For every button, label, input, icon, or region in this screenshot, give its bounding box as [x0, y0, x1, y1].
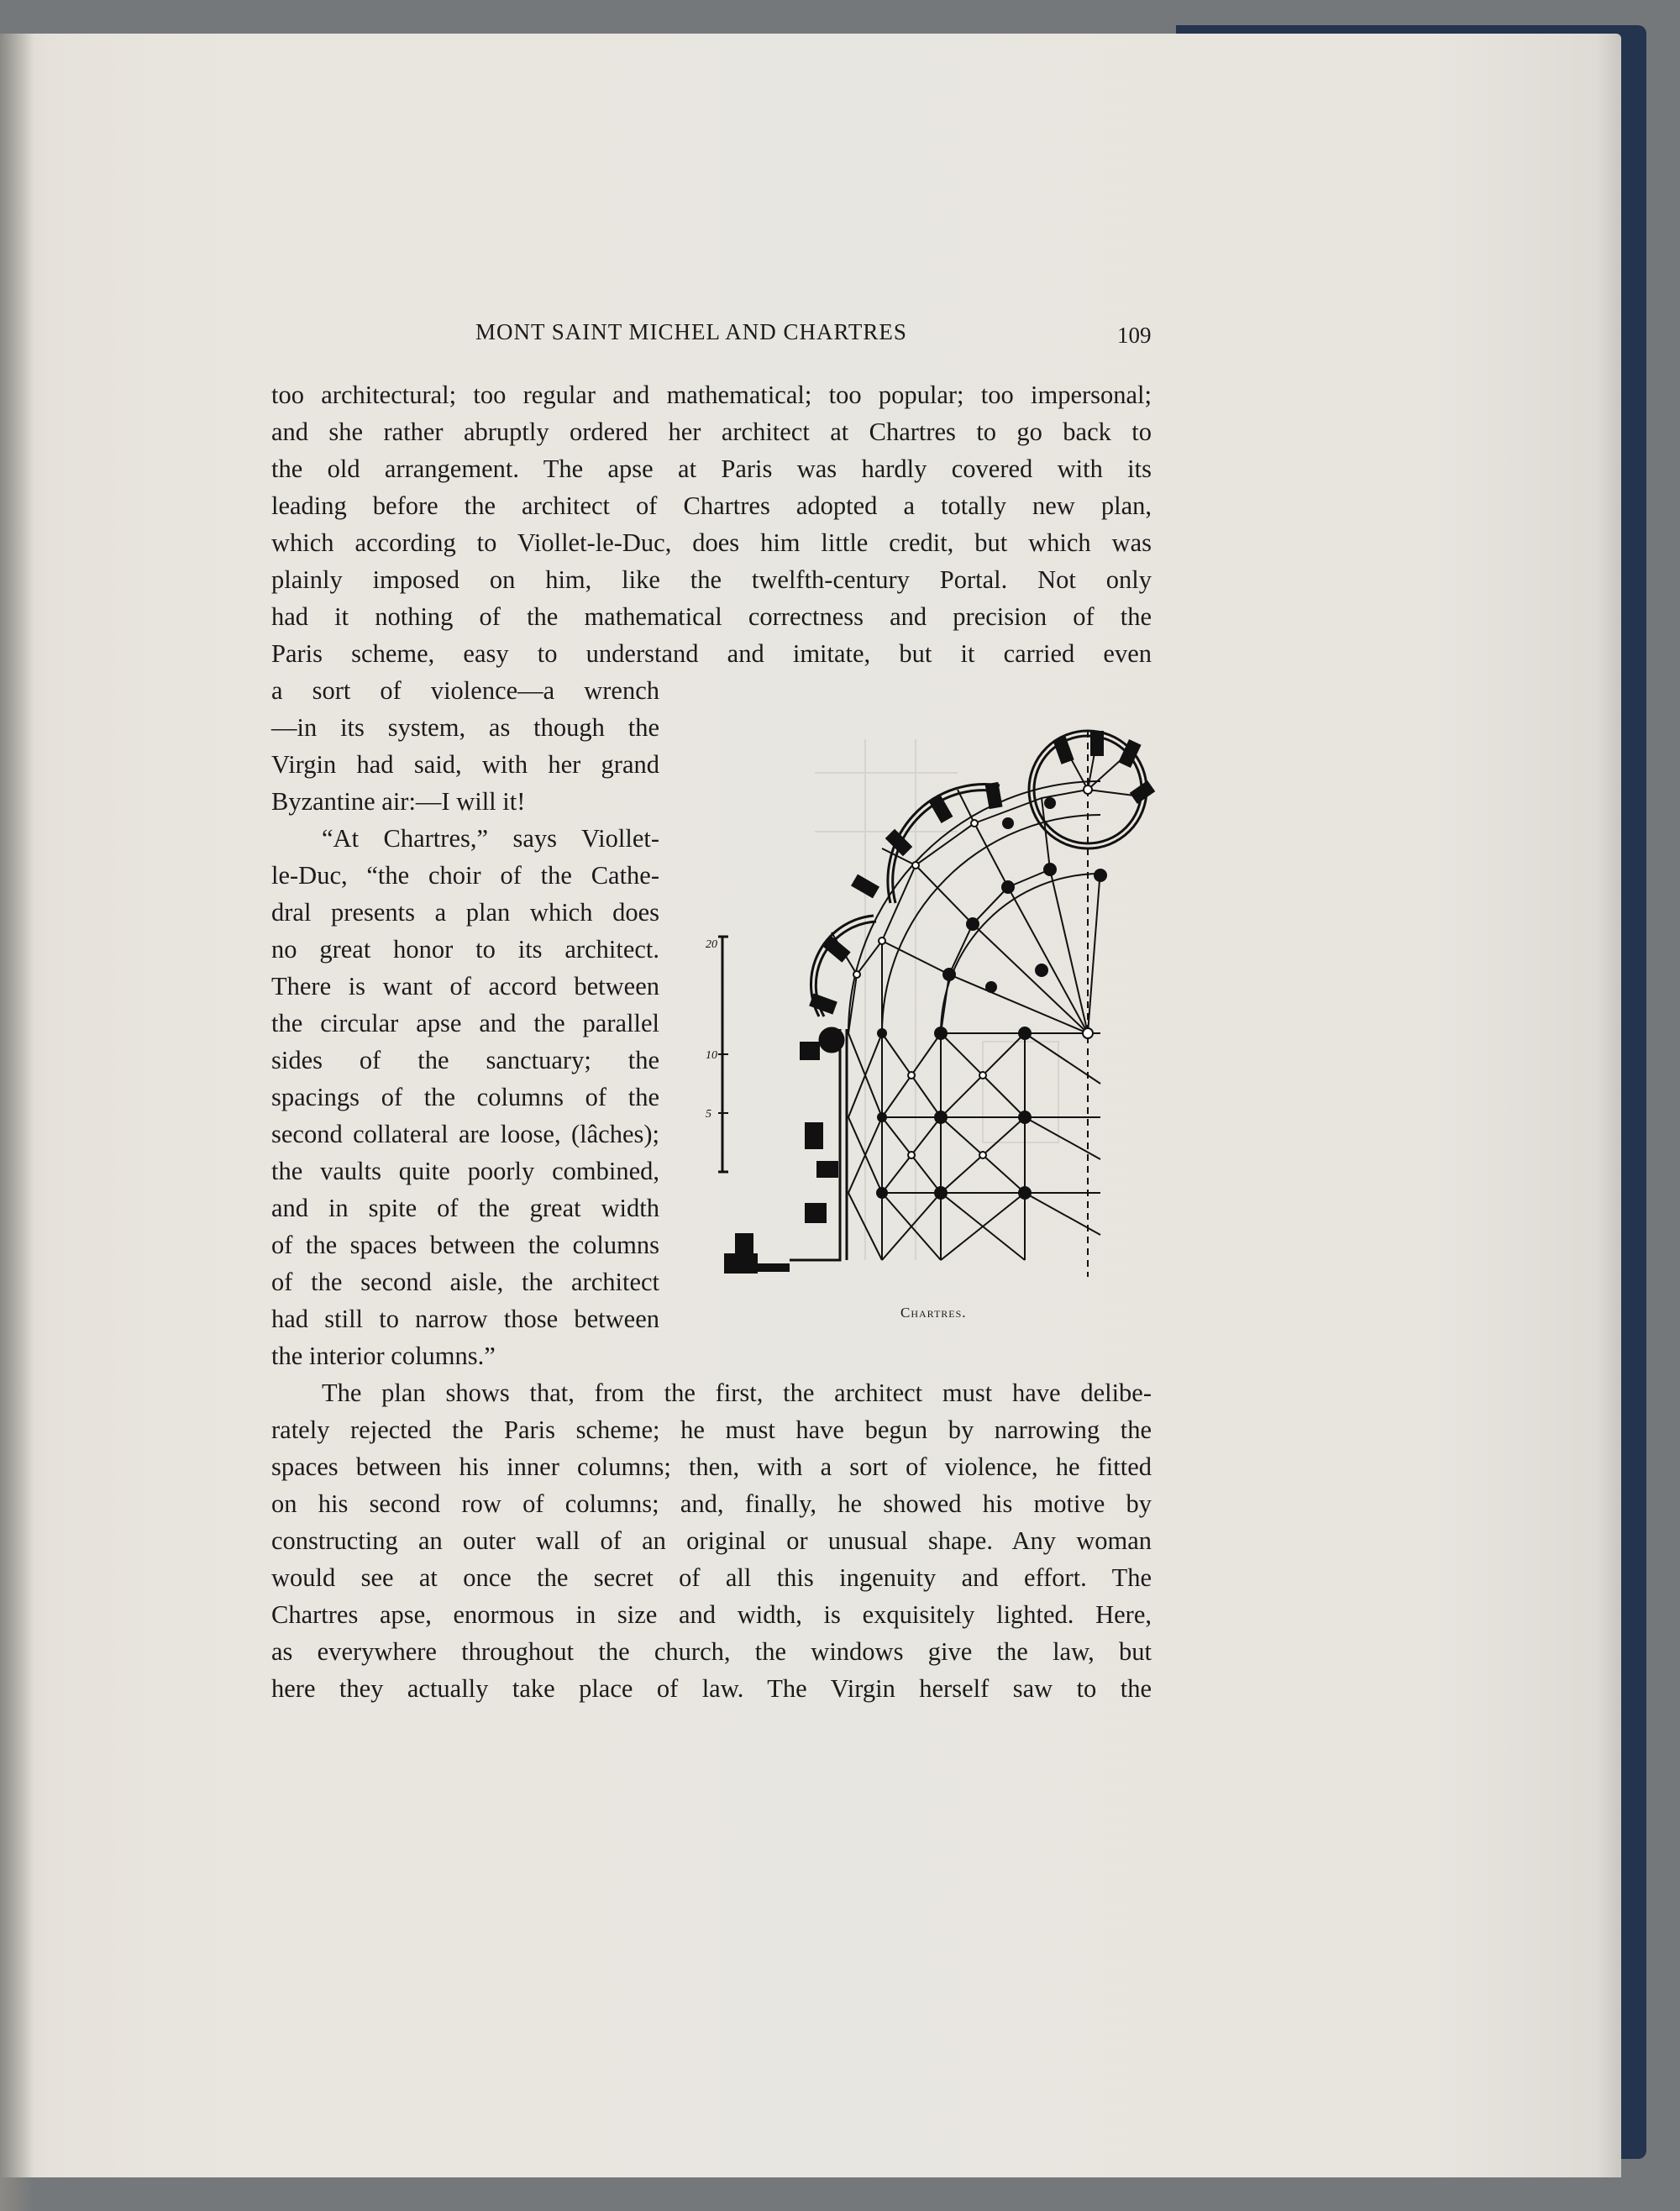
text-line: spacings of the columns of the: [271, 1083, 659, 1111]
text-line: plainly imposed on him, like the twelfth-century Portal. Not only: [271, 565, 1152, 594]
text-line: spaces between his inner columns; then, with a sort of violence, he fitted: [271, 1452, 1152, 1481]
text-line: Virgin had said, with her grand: [271, 750, 659, 779]
text-line: constructing an outer wall of an original or unusual shape. Any woman: [271, 1526, 1152, 1555]
figure-caption: Chartres.: [900, 1305, 967, 1321]
scale-label: 5: [706, 1108, 711, 1121]
text-line: the old arrangement. The apse at Paris was hardly covered with its: [271, 454, 1152, 483]
text-line: had it nothing of the mathematical correctness and precision of the: [271, 602, 1152, 631]
text-line: sides of the sanctuary; the: [271, 1046, 659, 1074]
scale-label: 20: [706, 938, 717, 951]
text-line: There is want of accord between: [271, 972, 659, 1000]
text-line: the circular apse and the parallel: [271, 1009, 659, 1037]
text-line: on his second row of columns; and, finally, he showed his motive by: [271, 1489, 1152, 1518]
text-line: le-Duc, “the choir of the Cathe-: [271, 861, 659, 890]
text-line: had still to narrow those between: [271, 1305, 659, 1333]
text-line: and in spite of the great width: [271, 1194, 659, 1222]
text-line: and she rather abruptly ordered her architect at Chartres to go back to: [271, 418, 1152, 446]
vault-ribs: [832, 739, 1141, 1260]
text-line: The plan shows that, from the first, the architect must have delibe-: [322, 1379, 1152, 1407]
text-line: which according to Viollet-le-Duc, does him little credit, but which was: [271, 528, 1152, 557]
text-line: rately rejected the Paris scheme; he must have begun by narrowing the: [271, 1415, 1152, 1444]
apse-floor-plan: [706, 722, 1159, 1302]
gutter-shadow: [0, 34, 34, 2211]
text-line: “At Chartres,” says Viollet-: [322, 824, 659, 853]
text-line: Byzantine air:—I will it!: [271, 787, 526, 816]
page-number: 109: [1117, 323, 1152, 348]
text-line: no great honor to its architect.: [271, 935, 659, 964]
text-line: Paris scheme, easy to understand and imitate, but it carried even: [271, 639, 1152, 668]
scale-bar: [718, 937, 728, 1172]
text-line: here they actually take place of law. The Virgin herself saw to the: [271, 1674, 1152, 1703]
text-line: of the second aisle, the architect: [271, 1268, 659, 1296]
scale-label: 10: [706, 1049, 717, 1062]
text-line: leading before the architect of Chartres adopted a totally new plan,: [271, 491, 1152, 520]
text-line: the vaults quite poorly combined,: [271, 1157, 659, 1185]
text-line: too architectural; too regular and mathematical; too popular; too impersonal;: [271, 381, 1152, 409]
running-head: MONT SAINT MICHEL AND CHARTRES: [475, 319, 907, 344]
text-line: Chartres apse, enormous in size and width, is exquisitely lighted. Here,: [271, 1600, 1152, 1629]
text-line: the interior columns.”: [271, 1342, 496, 1370]
text-line: —in its system, as though the: [271, 713, 659, 742]
text-line: of the spaces between the columns: [271, 1231, 659, 1259]
text-line: second collateral are loose, (lâches);: [271, 1120, 659, 1148]
text-line: as everywhere throughout the church, the windows give the law, but: [271, 1637, 1152, 1666]
text-line: a sort of violence—a wrench: [271, 676, 659, 705]
text-line: would see at once the secret of all this ingenuity and effort. The: [271, 1563, 1152, 1592]
text-line: dral presents a plan which does: [271, 898, 659, 927]
